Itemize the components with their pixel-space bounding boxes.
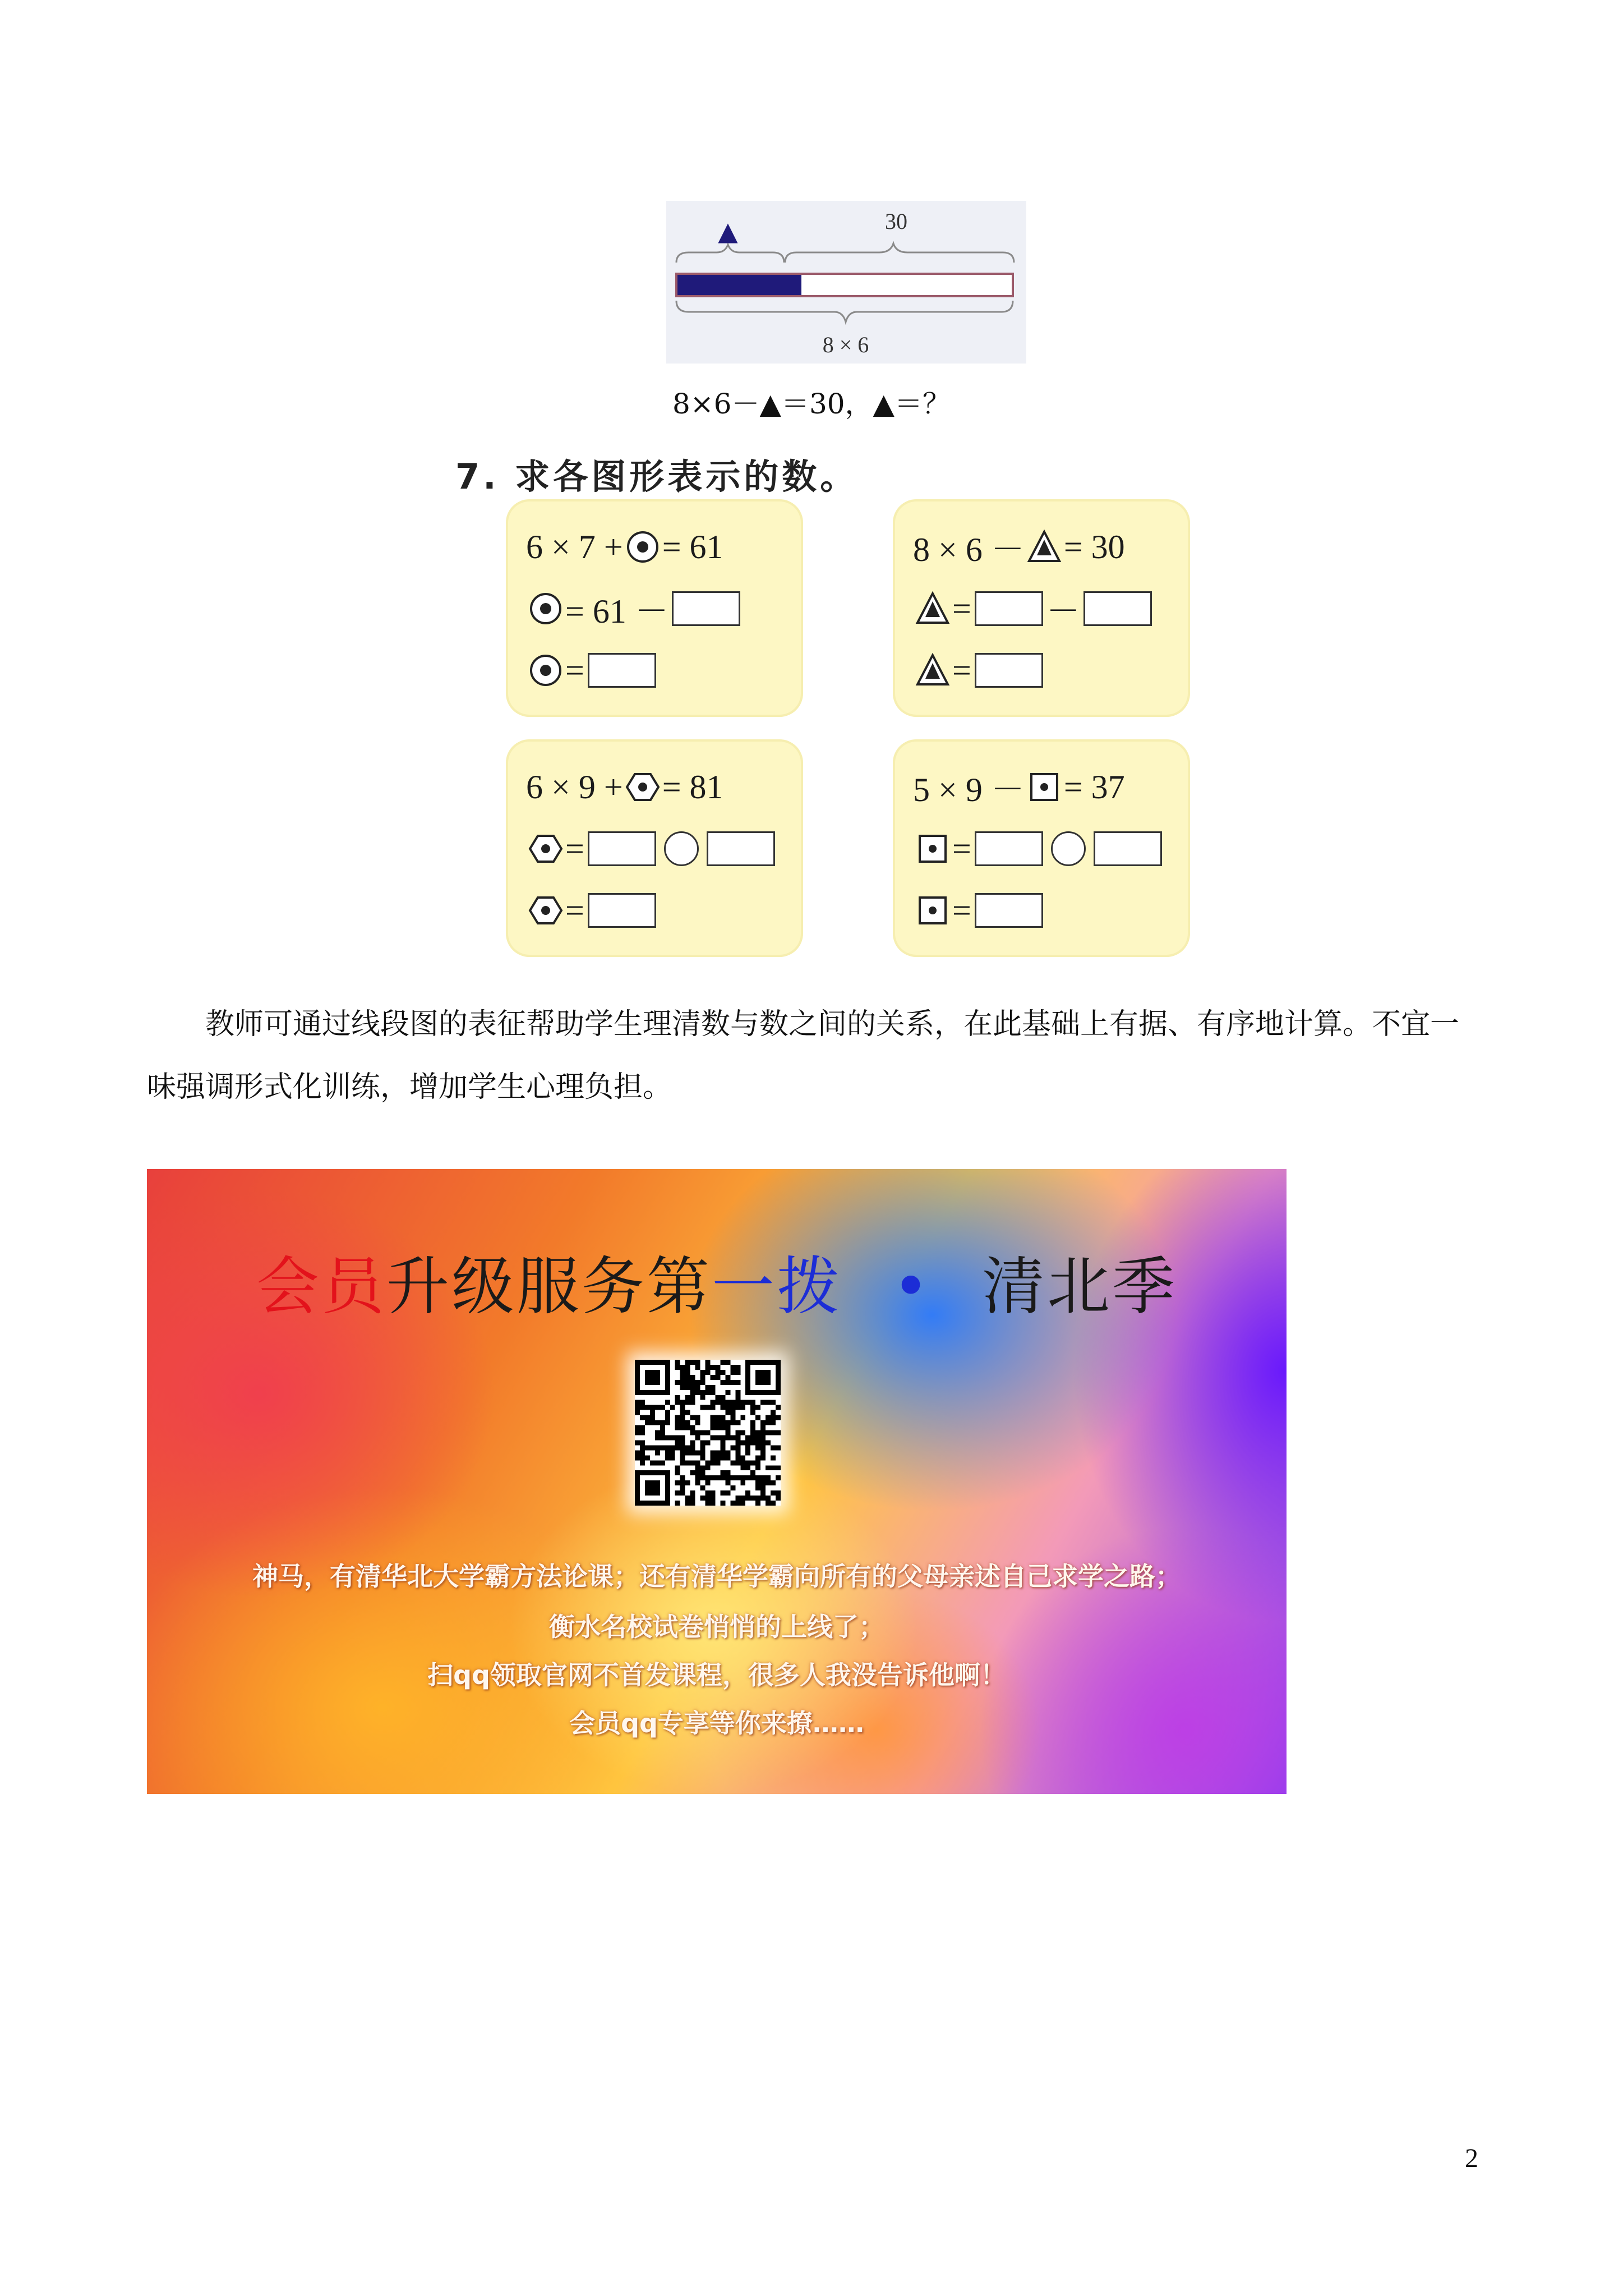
bottom-label: 8 × 6	[822, 332, 869, 357]
panel-row-3	[913, 648, 1046, 693]
banner-title-part1: 会员	[256, 1250, 386, 1323]
qr-code[interactable]	[635, 1360, 781, 1506]
answer-box[interactable]	[975, 653, 1043, 688]
operator-circle[interactable]	[664, 831, 699, 866]
triangle-double-icon	[915, 591, 950, 626]
panel-row-equation	[913, 524, 1125, 569]
banner-title	[147, 1236, 1287, 1327]
row-prefix: =	[952, 891, 971, 929]
banner-line-2: 衡水名校试卷悄悄的上线了；	[549, 1612, 884, 1642]
equation-lhs: 6 × 9 +	[526, 768, 623, 806]
equation-rhs: = 81	[662, 768, 723, 806]
exercise-panel-triangle	[893, 499, 1190, 717]
banner-title-part3: 一拨	[711, 1250, 842, 1323]
panel-row-2	[913, 586, 1155, 631]
row-prefix: = 61 －	[565, 593, 668, 630]
triangle-double-icon	[1027, 530, 1062, 564]
banner-line-1: 神马，有清华北大学霸方法论课；还有清华学霸向所有的父母亲述自己求学之路；	[252, 1561, 1181, 1591]
equation-rhs: = 30	[1063, 528, 1125, 565]
row-prefix: =	[565, 891, 584, 929]
answer-box[interactable]	[1083, 591, 1152, 626]
answer-box[interactable]	[975, 831, 1043, 866]
exercise-panel-circle	[506, 499, 803, 717]
line-segment-figure	[666, 201, 1026, 364]
equation-rhs: = 37	[1063, 768, 1125, 806]
panel-row-equation	[913, 765, 1125, 809]
circle-dot-icon	[528, 653, 563, 688]
equation-rhs: = 61	[662, 528, 723, 565]
answer-box[interactable]	[1094, 831, 1162, 866]
exercise-panel-hexagon	[506, 739, 803, 957]
banner-title-dot: •	[892, 1250, 932, 1323]
answer-box[interactable]	[975, 893, 1043, 928]
segment-diagram	[666, 201, 1026, 364]
hexagon-dot-icon	[528, 831, 563, 866]
banner-title-part4: 清北季	[982, 1250, 1178, 1323]
segment-bar-filled	[677, 275, 801, 295]
equation-lhs: 5 × 9 －	[913, 771, 1025, 808]
triangle-label: ▲	[718, 216, 738, 246]
hexagon-dot-icon	[625, 770, 660, 804]
row-prefix: =	[952, 651, 971, 689]
banner-line-4: 会员qq专享等你来撩……	[569, 1708, 864, 1738]
exercise-panel-square	[893, 739, 1190, 957]
answer-box[interactable]	[588, 893, 656, 928]
panel-row-3	[526, 888, 660, 933]
answer-box[interactable]	[672, 591, 740, 626]
square-dot-icon	[915, 831, 950, 866]
page-number: 2	[1465, 2143, 1478, 2173]
panel-row-3	[913, 888, 1046, 933]
square-dot-icon	[915, 893, 950, 928]
banner-line-3: 扫qq领取官网不首发课程，很多人我没告诉他啊！	[427, 1660, 1006, 1690]
equation-lhs: 6 × 7 +	[526, 528, 623, 565]
panel-row-2	[913, 826, 1165, 871]
hexagon-dot-icon	[528, 893, 563, 928]
exercise-title: 7. 求各图形表示的数。	[455, 456, 859, 497]
promo-banner[interactable]	[147, 1169, 1287, 1794]
square-dot-icon	[1027, 770, 1062, 804]
row-prefix: =	[565, 830, 584, 867]
circle-dot-icon	[528, 591, 563, 626]
answer-box[interactable]	[975, 591, 1043, 626]
equation-lhs: 8 × 6 －	[913, 531, 1025, 568]
panel-row-equation	[526, 524, 723, 569]
answer-box[interactable]	[588, 653, 656, 688]
panel-row-2	[526, 586, 744, 631]
triangle-double-icon	[915, 653, 950, 688]
top-label-30: 30	[885, 209, 907, 234]
operator-circle[interactable]	[1051, 831, 1086, 866]
row-prefix: =	[952, 830, 971, 867]
panel-row-3	[526, 648, 660, 693]
panel-row-2	[526, 826, 778, 871]
answer-box[interactable]	[707, 831, 775, 866]
teacher-note-paragraph: 教师可通过线段图的表征帮助学生理清数与数之间的关系，在此基础上有据、有序地计算。不宜一味强调形式化训练，增加学生心理负担。	[147, 1007, 1460, 1104]
banner-title-part2: 升级服务第	[386, 1250, 712, 1323]
answer-box[interactable]	[588, 831, 656, 866]
row-operator: －	[1046, 593, 1080, 630]
figure-caption: 8×6－▲＝30，▲＝？	[672, 388, 951, 420]
row-prefix: =	[565, 651, 584, 689]
panel-row-equation	[526, 765, 723, 809]
circle-dot-icon	[625, 530, 660, 564]
row-prefix: =	[952, 590, 971, 627]
